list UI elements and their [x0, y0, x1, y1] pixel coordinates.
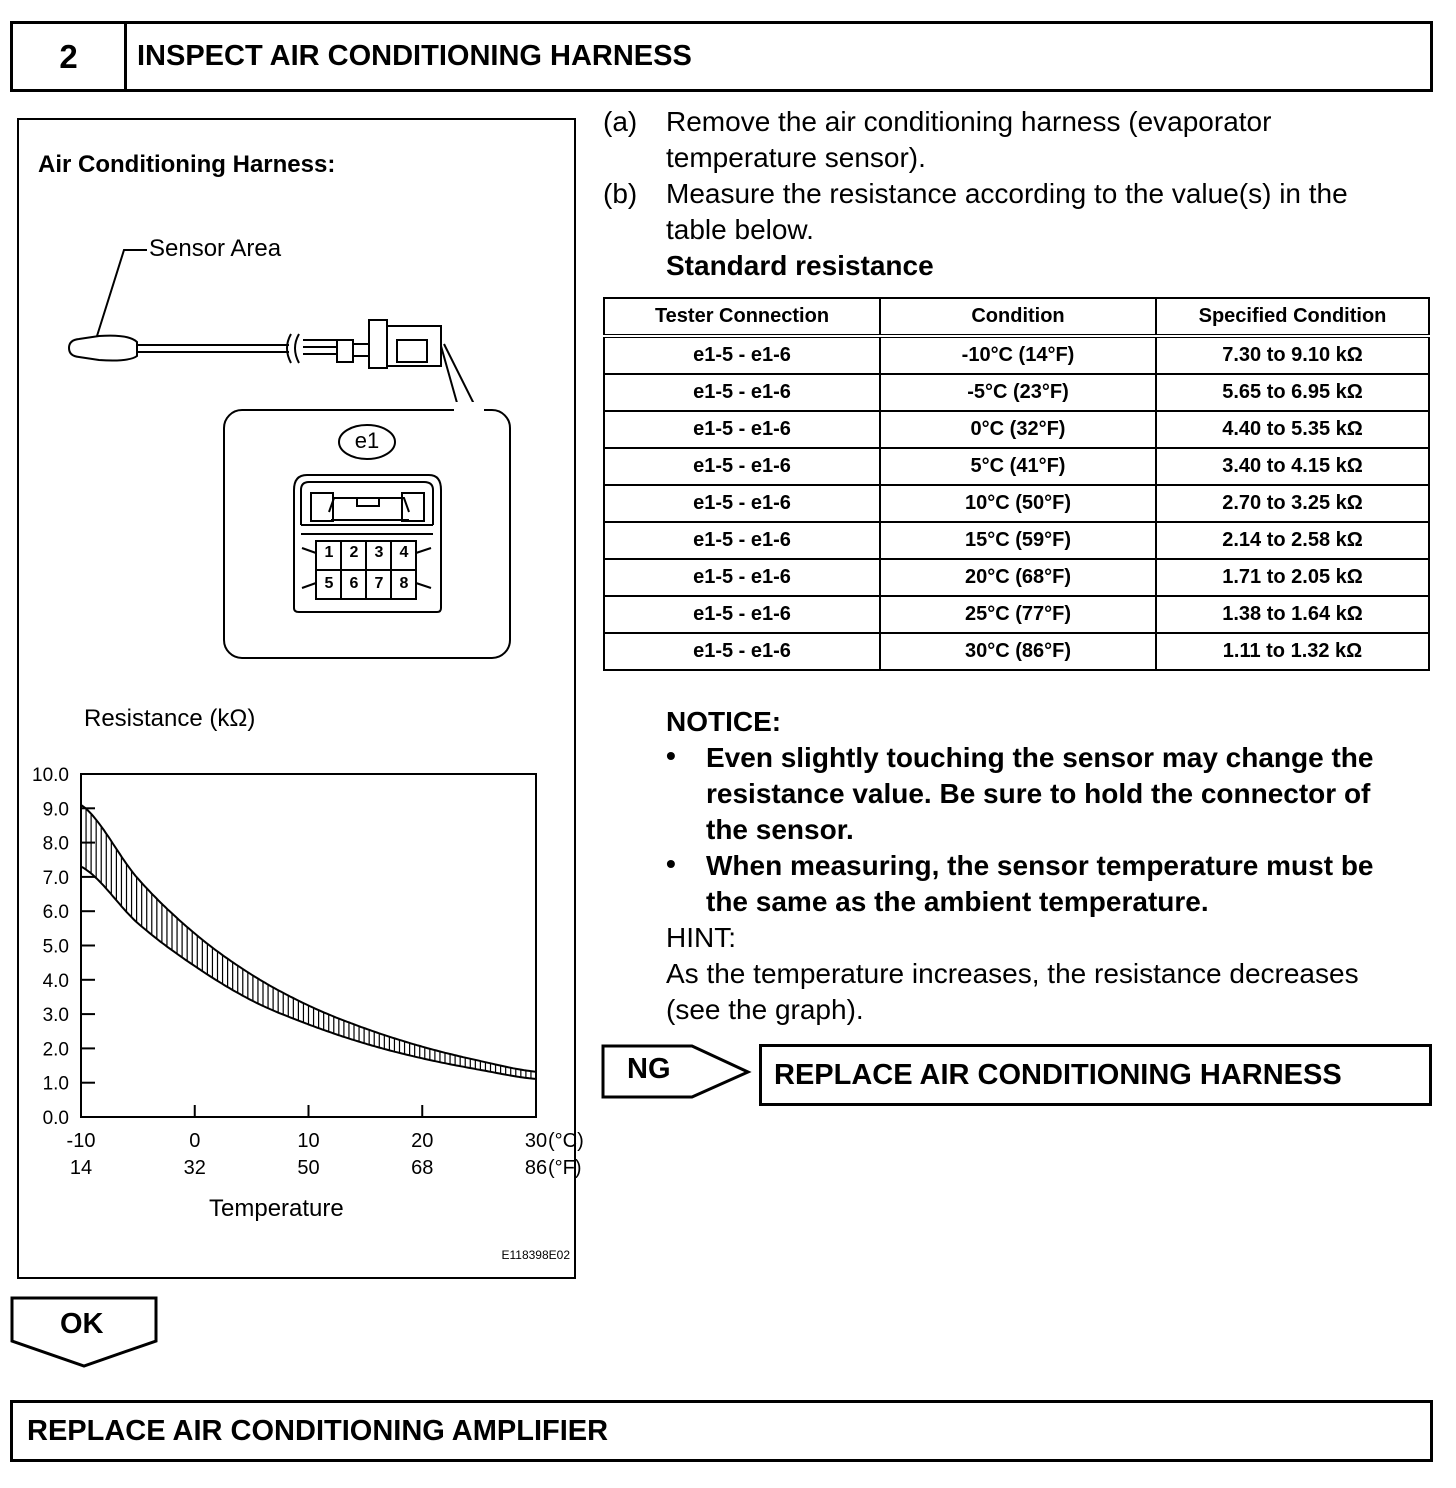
- table-row: [604, 633, 1429, 670]
- table-cell: 20°C (68°F): [880, 559, 1156, 596]
- table-cell: 25°C (77°F): [880, 596, 1156, 633]
- step-header: [10, 21, 1433, 92]
- notice-item1-line2: resistance value. Be sure to hold the connector of: [706, 778, 1371, 809]
- table-cell: e1-5 - e1-6: [604, 374, 880, 411]
- pin-label: 1: [324, 544, 334, 561]
- ng-arrow: [600, 1040, 755, 1102]
- table-cell: 0°C (32°F): [880, 411, 1156, 448]
- hint-line2: (see the graph).: [666, 994, 864, 1025]
- figure-title: Air Conditioning Harness:: [38, 151, 336, 178]
- table-header: Specified Condition: [1156, 298, 1429, 336]
- table-cell: e1-5 - e1-6: [604, 485, 880, 522]
- x-tick-label-f: 14: [69, 1157, 93, 1179]
- table-cell: 15°C (59°F): [880, 522, 1156, 559]
- image-code: E118398E02: [501, 1248, 570, 1262]
- table-cell: 3.40 to 4.15 kΩ: [1156, 448, 1429, 485]
- chart-xlabel: Temperature: [209, 1195, 344, 1222]
- y-tick-label: 0.0: [42, 1108, 69, 1129]
- table-header: Tester Connection: [604, 298, 880, 336]
- hint-line1: As the temperature increases, the resistance decreases: [666, 958, 1359, 989]
- table-row: [604, 522, 1429, 559]
- table-cell: 30°C (86°F): [880, 633, 1156, 670]
- pin-label: 4: [399, 544, 409, 561]
- y-tick-label: 9.0: [42, 799, 69, 821]
- table-row: [604, 448, 1429, 485]
- step-a-letter: (a): [603, 106, 638, 137]
- table-cell: -5°C (23°F): [880, 374, 1156, 411]
- x-tick-label-c: 0: [189, 1130, 201, 1152]
- resistance-chart: [19, 760, 584, 1180]
- pin-label: 7: [374, 575, 384, 592]
- table-header-row: [604, 298, 1429, 336]
- x-tick-label-c: 10: [297, 1130, 320, 1152]
- table-row: [604, 336, 1429, 374]
- table-cell: e1-5 - e1-6: [604, 633, 880, 670]
- y-tick-label: 1.0: [42, 1073, 69, 1095]
- x-tick-label-c: 20: [411, 1130, 434, 1152]
- step-title: INSPECT AIR CONDITIONING HARNESS: [137, 40, 692, 72]
- plot-frame: [81, 774, 536, 1117]
- pin-label: 2: [349, 544, 359, 561]
- sensor-area-label: Sensor Area: [149, 235, 282, 262]
- y-tick-label: 8.0: [42, 833, 69, 855]
- table-cell: 4.40 to 5.35 kΩ: [1156, 411, 1429, 448]
- pin-label: 5: [324, 575, 334, 592]
- pin-label: 6: [349, 575, 359, 592]
- table-cell: e1-5 - e1-6: [604, 559, 880, 596]
- table-cell: e1-5 - e1-6: [604, 596, 880, 633]
- table-row: [604, 559, 1429, 596]
- ok-label: OK: [60, 1308, 104, 1340]
- table-cell: 2.14 to 2.58 kΩ: [1156, 522, 1429, 559]
- table-cell: -10°C (14°F): [880, 336, 1156, 374]
- notice-item2-line1: When measuring, the sensor temperature must be: [706, 850, 1374, 881]
- x-tick-label-f: 50: [297, 1157, 320, 1179]
- table-cell: 1.38 to 1.64 kΩ: [1156, 596, 1429, 633]
- step-a-line1: Remove the air conditioning harness (evaporator: [666, 106, 1272, 137]
- table-cell: 10°C (50°F): [880, 485, 1156, 522]
- table-cell: 5.65 to 6.95 kΩ: [1156, 374, 1429, 411]
- step-b-line1: Measure the resistance according to the value(s) in the: [666, 178, 1348, 209]
- table-cell: 1.71 to 2.05 kΩ: [1156, 559, 1429, 596]
- x-tick-label-f: 86: [524, 1157, 548, 1179]
- x-tick-label-c: -10: [66, 1130, 96, 1152]
- resistance-table: [603, 297, 1430, 671]
- notice-title: NOTICE:: [666, 706, 782, 737]
- table-cell: 2.70 to 3.25 kΩ: [1156, 485, 1429, 522]
- notice-item1-line3: the sensor.: [706, 814, 854, 845]
- step-number: 2: [13, 24, 127, 89]
- connector-label: e1: [354, 428, 380, 453]
- table-cell: 1.11 to 1.32 kΩ: [1156, 633, 1429, 670]
- notice-item1-line1: Even slightly touching the sensor may change the: [706, 742, 1374, 773]
- standard-resistance-label: Standard resistance: [666, 250, 934, 281]
- notice-item2-line2: the same as the ambient temperature.: [706, 886, 1209, 917]
- table-header: Condition: [880, 298, 1156, 336]
- x-unit-f: (°F): [548, 1157, 582, 1179]
- y-tick-label: 4.0: [42, 970, 69, 992]
- harness-diagram: [19, 120, 574, 680]
- table-cell: e1-5 - e1-6: [604, 411, 880, 448]
- lower-limit-line: [81, 867, 536, 1079]
- y-tick-label: 3.0: [42, 1005, 69, 1027]
- notice-bullet: •: [666, 848, 676, 879]
- y-tick-label: 10.0: [32, 765, 69, 786]
- table-row: [604, 411, 1429, 448]
- y-tick-label: 5.0: [42, 936, 69, 958]
- table-cell: 5°C (41°F): [880, 448, 1156, 485]
- x-tick-label-f: 68: [411, 1157, 434, 1179]
- y-tick-label: 7.0: [42, 867, 69, 889]
- x-tick-label-c: 30: [524, 1130, 548, 1152]
- notice-bullet: •: [666, 740, 676, 771]
- table-row: [604, 596, 1429, 633]
- table-row: [604, 374, 1429, 411]
- x-unit-c: (°C): [548, 1130, 584, 1152]
- x-tick-label-f: 32: [183, 1157, 206, 1179]
- step-a-line2: temperature sensor).: [666, 142, 926, 173]
- table-cell: e1-5 - e1-6: [604, 448, 880, 485]
- ng-result-box: REPLACE AIR CONDITIONING HARNESS: [759, 1044, 1432, 1106]
- step-b-line2: table below.: [666, 214, 814, 245]
- illustration-panel: [17, 118, 584, 1279]
- pin-label: 8: [399, 575, 409, 592]
- upper-limit-line: [81, 805, 536, 1072]
- step-b-letter: (b): [603, 178, 638, 209]
- pin-label: 3: [374, 544, 384, 561]
- table-cell: e1-5 - e1-6: [604, 336, 880, 374]
- table-row: [604, 485, 1429, 522]
- final-step-box: REPLACE AIR CONDITIONING AMPLIFIER: [10, 1400, 1433, 1462]
- table-cell: 7.30 to 9.10 kΩ: [1156, 336, 1429, 374]
- hint-title: HINT:: [666, 922, 736, 953]
- chart-ylabel: Resistance (kΩ): [84, 705, 256, 732]
- ng-label: NG: [627, 1053, 671, 1085]
- y-tick-label: 2.0: [42, 1039, 69, 1061]
- y-tick-label: 6.0: [42, 902, 69, 924]
- table-cell: e1-5 - e1-6: [604, 522, 880, 559]
